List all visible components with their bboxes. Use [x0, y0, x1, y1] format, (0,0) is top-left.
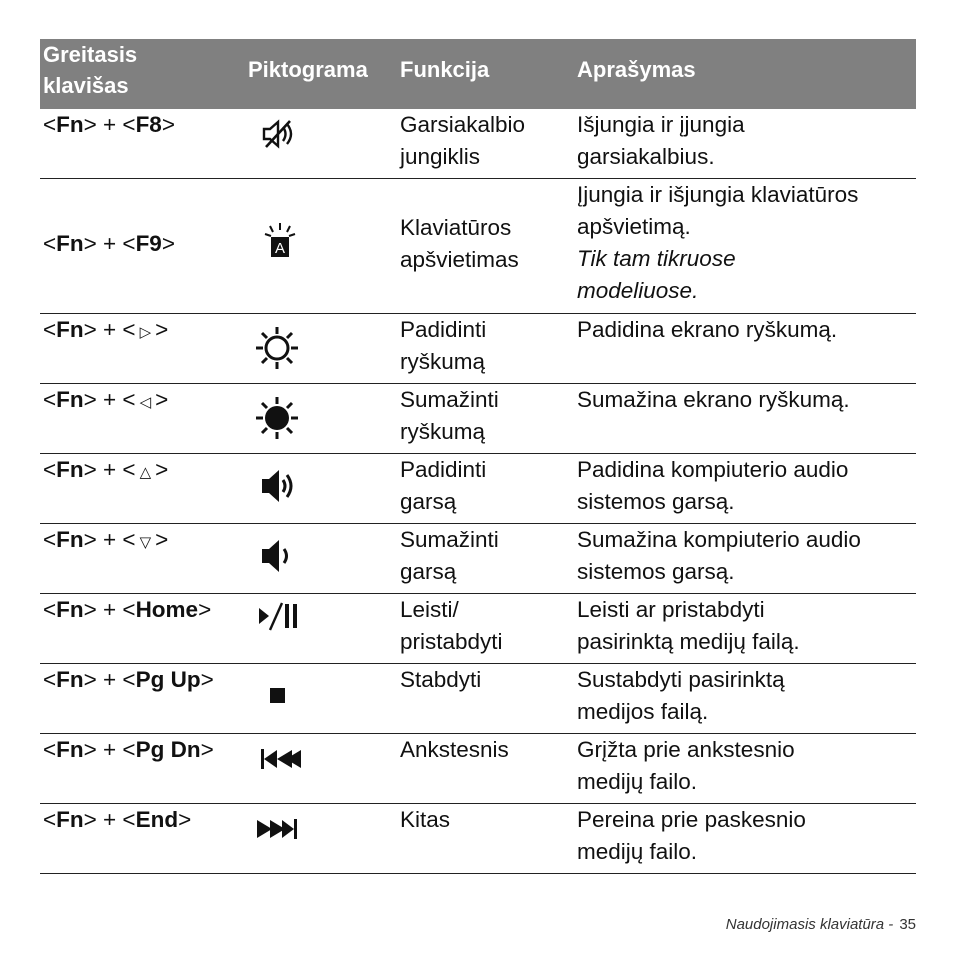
- volume-up-icon: [256, 454, 312, 514]
- function-text: apšvietimas: [400, 247, 519, 272]
- key-label: F9: [135, 231, 162, 256]
- description-text: Išjungia ir įjungia: [577, 112, 745, 137]
- hotkey-cell: <Fn> + <F8>: [43, 112, 175, 137]
- fn-key-label: Fn: [56, 387, 84, 412]
- plus-sign: > + <: [83, 527, 136, 552]
- function-text: Ankstesnis: [400, 737, 509, 762]
- function-cell: [400, 454, 575, 518]
- plus-sign: > + <: [83, 387, 136, 412]
- function-text: ryškumą: [400, 419, 486, 444]
- function-text: Padidinti: [400, 457, 487, 482]
- table-row: [40, 384, 916, 454]
- description-note: modeliuose.: [577, 278, 699, 303]
- table-row: [40, 734, 916, 804]
- fn-key-label: Fn: [56, 317, 84, 342]
- function-text: ryškumą: [400, 349, 486, 374]
- plus-sign: > + <: [83, 112, 136, 137]
- function-text: pristabdyti: [400, 629, 503, 654]
- footer-section-title: Naudojimasis klaviatūra -: [725, 916, 894, 933]
- description-text: garsiakalbius.: [577, 144, 715, 169]
- description-text: pasirinktą medijų failą.: [577, 629, 800, 654]
- description-text: Įjungia ir išjungia klaviatūros: [577, 182, 859, 207]
- key-label: Pg Dn: [135, 737, 201, 762]
- hotkey-cell: <Fn> + < ▽ >: [43, 527, 169, 552]
- table-row: [40, 524, 916, 594]
- description-cell: [577, 109, 917, 173]
- header-col-icon: Piktograma: [248, 57, 368, 82]
- fn-key-label: Fn: [56, 807, 84, 832]
- hotkey-cell: <Fn> + <Home>: [43, 597, 212, 622]
- description-text: Padidina ekrano ryškumą.: [577, 317, 838, 342]
- fn-key-label: Fn: [56, 667, 84, 692]
- function-cell: [400, 109, 575, 173]
- header-col-hotkey-line2: klavišas: [43, 73, 129, 98]
- hotkey-cell: <Fn> + <End>: [43, 807, 192, 832]
- brightness-up-icon: [256, 314, 312, 374]
- description-text: Pereina prie paskesnio: [577, 807, 806, 832]
- svg-text:A: A: [274, 240, 286, 257]
- table-row: [40, 454, 916, 524]
- stop-icon: [256, 664, 312, 724]
- table-row: [40, 664, 916, 734]
- key-label: ▽: [139, 534, 152, 551]
- function-text: Padidinti: [400, 317, 487, 342]
- previous-track-icon: [256, 734, 312, 794]
- description-cell: [577, 454, 917, 518]
- plus-sign: > + <: [83, 807, 136, 832]
- table-row: [40, 804, 916, 874]
- key-label: Home: [135, 597, 199, 622]
- function-cell: [400, 664, 575, 696]
- key-label: △: [139, 464, 152, 481]
- plus-sign: > + <: [83, 667, 136, 692]
- description-text: sistemos garsą.: [577, 489, 735, 514]
- table-row: [40, 594, 916, 664]
- hotkey-table: [40, 39, 916, 874]
- description-text: Padidina kompiuterio audio: [577, 457, 849, 482]
- brightness-down-icon: [256, 384, 312, 444]
- key-label: ◁: [139, 394, 152, 411]
- function-text: Sumažinti: [400, 387, 499, 412]
- description-cell: [577, 804, 917, 868]
- speaker-mute-icon: [256, 109, 312, 169]
- header-col-function: Funkcija: [400, 57, 490, 82]
- function-cell: [400, 524, 575, 588]
- table-body: [40, 109, 916, 874]
- hotkey-cell: <Fn> + < ◁ >: [43, 387, 169, 412]
- function-cell: [400, 734, 575, 766]
- play-pause-icon: [256, 594, 312, 654]
- table-header: [40, 39, 916, 109]
- key-label: ▷: [139, 324, 152, 341]
- hotkey-cell: <Fn> + <F9>: [43, 231, 175, 256]
- keyboard-backlight-icon: [256, 179, 312, 257]
- function-text: Klaviatūros: [400, 215, 512, 240]
- header-col-hotkey-line1: Greitasis: [43, 42, 138, 67]
- hotkey-cell: <Fn> + < △ >: [43, 457, 169, 482]
- page-number: 35: [899, 916, 916, 933]
- function-cell: [400, 314, 575, 378]
- table-row: [40, 179, 916, 314]
- description-text: Grįžta prie ankstesnio: [577, 737, 795, 762]
- description-cell: [577, 179, 917, 307]
- table-row: [40, 109, 916, 179]
- page-footer: [726, 916, 916, 933]
- function-text: Kitas: [400, 807, 451, 832]
- volume-down-icon: [256, 524, 312, 584]
- key-label: End: [135, 807, 179, 832]
- fn-key-label: Fn: [56, 457, 84, 482]
- function-text: Stabdyti: [400, 667, 482, 692]
- plus-sign: > + <: [83, 457, 136, 482]
- function-text: Leisti/: [400, 597, 459, 622]
- table-row: [40, 314, 916, 384]
- function-cell: [400, 804, 575, 836]
- fn-key-label: Fn: [56, 737, 84, 762]
- description-text: Sustabdyti pasirinktą: [577, 667, 785, 692]
- description-cell: [577, 524, 917, 588]
- description-cell: [577, 594, 917, 658]
- plus-sign: > + <: [83, 317, 136, 342]
- plus-sign: > + <: [83, 231, 136, 256]
- hotkey-cell: <Fn> + < ▷ >: [43, 317, 169, 342]
- next-track-icon: [256, 804, 312, 864]
- key-label: F8: [135, 112, 162, 137]
- fn-key-label: Fn: [56, 597, 84, 622]
- function-text: Garsiakalbio: [400, 112, 526, 137]
- description-text: medijos failą.: [577, 699, 709, 724]
- function-text: Sumažinti: [400, 527, 499, 552]
- function-text: garsą: [400, 559, 457, 584]
- function-cell: [400, 594, 575, 658]
- description-cell: [577, 384, 917, 416]
- function-cell: [400, 212, 575, 276]
- description-text: sistemos garsą.: [577, 559, 735, 584]
- fn-key-label: Fn: [56, 112, 84, 137]
- description-text: Sumažina kompiuterio audio: [577, 527, 861, 552]
- description-cell: [577, 734, 917, 798]
- plus-sign: > + <: [83, 737, 136, 762]
- hotkey-cell: <Fn> + <Pg Up>: [43, 667, 214, 692]
- plus-sign: > + <: [83, 597, 136, 622]
- key-label: Pg Up: [135, 667, 201, 692]
- description-text: medijų failo.: [577, 769, 698, 794]
- function-text: jungiklis: [400, 144, 481, 169]
- description-text: Leisti ar pristabdyti: [577, 597, 765, 622]
- description-cell: [577, 664, 917, 728]
- fn-key-label: Fn: [56, 527, 84, 552]
- function-cell: [400, 384, 575, 448]
- fn-key-label: Fn: [56, 231, 84, 256]
- description-text: Sumažina ekrano ryškumą.: [577, 387, 850, 412]
- header-col-description: Aprašymas: [577, 57, 696, 82]
- function-text: garsą: [400, 489, 457, 514]
- description-note: Tik tam tikruose: [577, 246, 736, 271]
- hotkey-cell: <Fn> + <Pg Dn>: [43, 737, 214, 762]
- description-cell: [577, 314, 917, 346]
- description-text: apšvietimą.: [577, 214, 691, 239]
- description-text: medijų failo.: [577, 839, 698, 864]
